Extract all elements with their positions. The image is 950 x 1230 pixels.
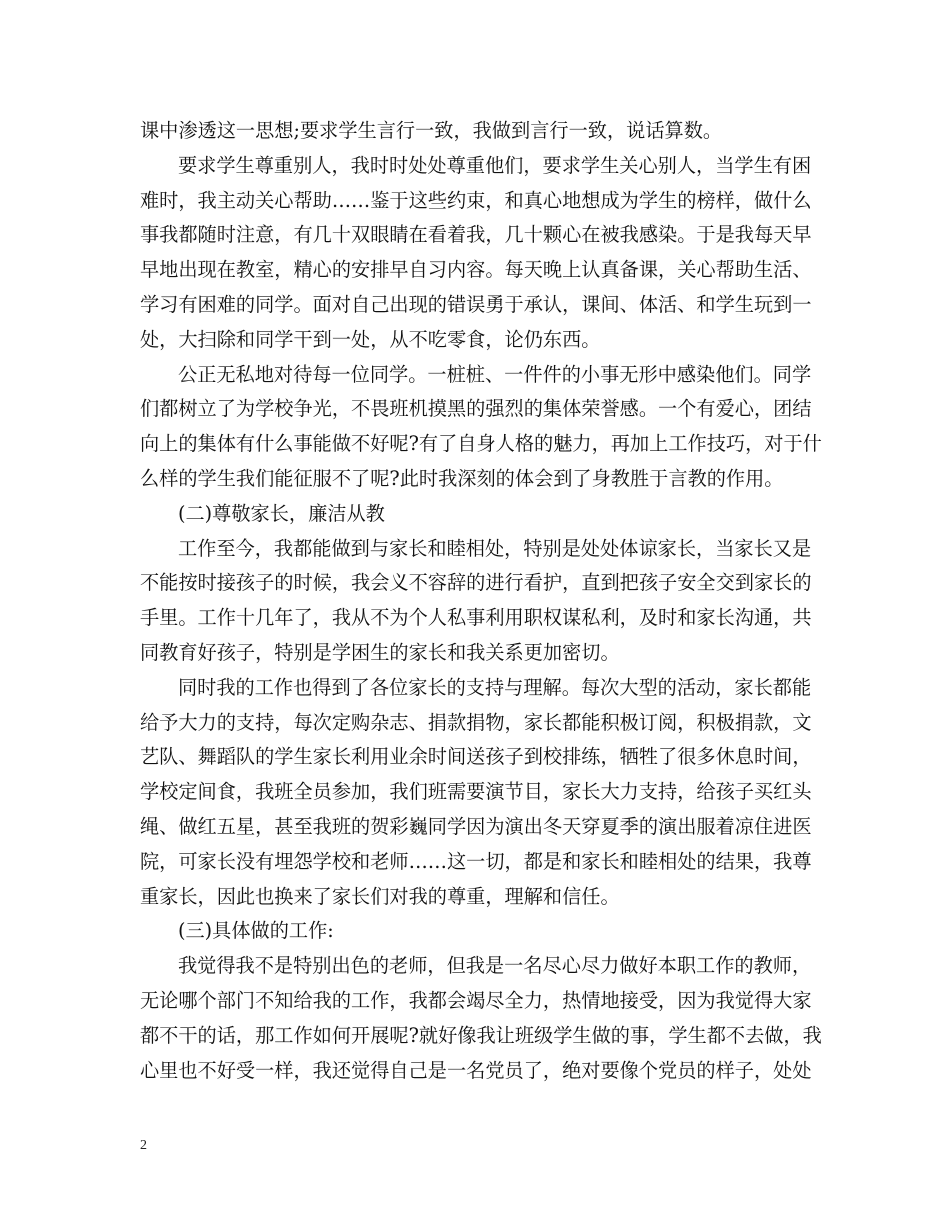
text-line: 同时我的工作也得到了各位家长的支持与理解。每次大型的活动，家长都能 bbox=[178, 675, 812, 699]
text-line: 不能按时接孩子的时候，我会义不容辞的进行看护，直到把孩子安全交到家长的 bbox=[140, 571, 812, 595]
text-line: 课中渗透这一思想;要求学生言行一致，我做到言行一致，说话算数。 bbox=[140, 119, 723, 142]
text-line: 事我都随时注意，有几十双眼睛在看着我，几十颗心在被我感染。于是我每天早 bbox=[140, 223, 812, 247]
text-line: 么样的学生我们能征服不了呢?此时我深刻的体会到了身教胜于言教的作用。 bbox=[140, 466, 784, 490]
text-line: 我觉得我不是特别出色的老师，但我是一名尽心尽力做好本职工作的教师， bbox=[178, 954, 812, 978]
text-line: (三)具体做的工作: bbox=[178, 919, 334, 943]
text-line: 工作至今，我都能做到与家长和睦相处，特别是处处体谅家长，当家长又是 bbox=[178, 536, 812, 560]
body-text bbox=[140, 114, 822, 1088]
text-line: 手里。工作十几年了，我从不为个人私事利用职权谋私利，及时和家长沟通，共 bbox=[140, 606, 812, 630]
text-line: 公正无私地对待每一位同学。一桩桩、一件件的小事无形中感染他们。同学 bbox=[178, 362, 812, 386]
text-line: 学校定间食，我班全员参加，我们班需要演节目，家长大力支持，给孩子买红头 bbox=[140, 780, 812, 804]
text-line: 院，可家长没有埋怨学校和老师……这一切，都是和家长和睦相处的结果，我尊 bbox=[140, 849, 812, 873]
text-line: 向上的集体有什么事能做不好呢?有了自身人格的魅力，再加上工作技巧，对于什 bbox=[140, 432, 822, 456]
text-line: 同教育好孩子，特别是学困生的家长和我关系更加密切。 bbox=[140, 640, 620, 664]
text-line: 早地出现在教室，精心的安排早自习内容。每天晚上认真备课，关心帮助生活、 bbox=[140, 258, 812, 282]
text-line: 都不干的话，那工作如何开展呢?就好像我让班级学生做的事，学生都不去做，我 bbox=[140, 1023, 822, 1047]
text-line: 艺队、舞蹈队的学生家长利用业余时间送孩子到校排练，牺牲了很多休息时间， bbox=[140, 745, 812, 769]
text-line: 学习有困难的同学。面对自己出现的错误勇于承认，课间、体活、和学生玩到一 bbox=[140, 292, 812, 316]
text-line: 处，大扫除和同学干到一处，从不吃零食，论仍东西。 bbox=[140, 327, 601, 351]
text-line: (二)尊敬家长，廉洁从教 bbox=[178, 501, 385, 525]
page-number: 2 bbox=[140, 1138, 147, 1153]
text-line: 给予大力的支持，每次定购杂志、捐款捐物，家长都能积极订阅，积极捐款，文 bbox=[140, 710, 812, 734]
text-line: 绳、做红五星，甚至我班的贺彩巍同学因为演出冬天穿夏季的演出服着凉住进医 bbox=[140, 814, 812, 838]
text-line: 难时，我主动关心帮助……鉴于这些约束，和真心地想成为学生的榜样，做什么 bbox=[140, 188, 812, 212]
text-line: 心里也不好受一样，我还觉得自己是一名党员了，绝对要像个党员的样子，处处 bbox=[140, 1058, 812, 1082]
text-line: 要求学生尊重别人，我时时处处尊重他们，要求学生关心别人，当学生有困 bbox=[178, 153, 812, 177]
text-line: 们都树立了为学校争光，不畏班机摸黑的强烈的集体荣誉感。一个有爱心，团结 bbox=[140, 397, 812, 421]
text-line: 重家长，因此也换来了家长们对我的尊重，理解和信任。 bbox=[140, 884, 620, 908]
text-line: 无论哪个部门不知给我的工作，我都会竭尽全力，热情地接受，因为我觉得大家 bbox=[140, 988, 812, 1012]
